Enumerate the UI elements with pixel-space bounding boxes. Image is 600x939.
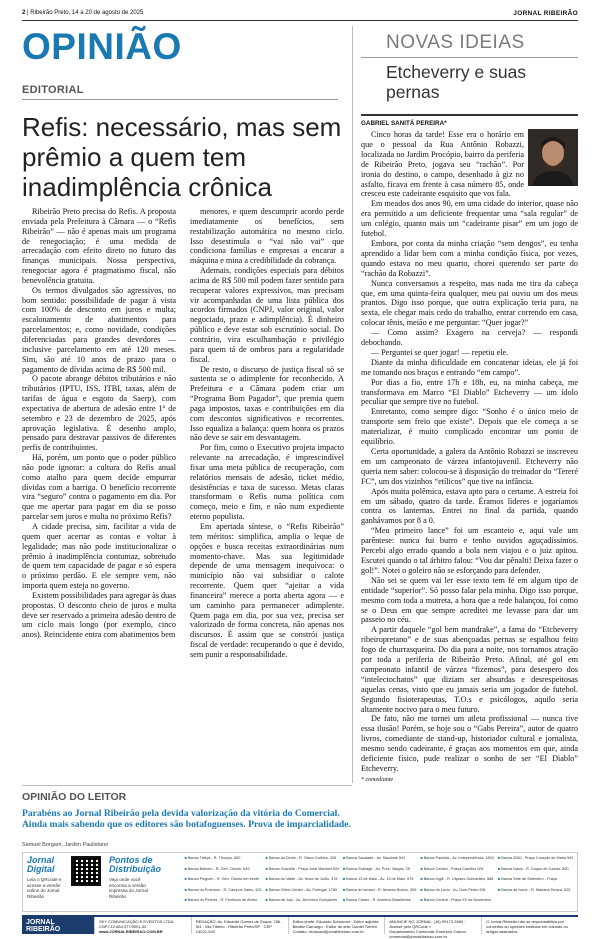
digital-block (23, 853, 105, 911)
footer-disclaimer: O Jornal Ribeirão não se responsabiliza por conceitos ou opiniões emitidos em colunas ou artigos assinados. (481, 917, 578, 934)
banca-item: ■ Banca Centeo - Praça Camões 5/N (420, 867, 494, 877)
banca-item: ■ Banca Castro - R. Américo Brasiliense (343, 898, 416, 908)
paragraph: A cidade precisa, sim, facilitar a vida de quem quer acertar as contas e voltar à legalidade; mas não pode institucionalizar o prêmio à inadimplência contumaz, sobretudo de quem tem capacidade de pagar e só espera o próximo perdão. E ele sempre vem, não importa quem esteja no governo. (22, 522, 176, 591)
digital-title: Jornal Digital (27, 855, 55, 874)
banca-item: ■ Banca Sete de Setembro - Praça (498, 877, 573, 887)
paragraph: Em apertada síntese, o “Refis Ribeirão” tem méritos: simplifica, amplia o leque de opções e busca receitas extraordinárias num momento-chave. Mas sua legitimidade depende de uma mensagem inequívoca: o município não vai subsidiar o calote recorrente. Quem quer “ajeitar a vida financeira” merece a porta aberta agora — e um caminho para permanecer adimplente. Quem paga em dia, por sua vez, precisa ser valorizado de forma concreta, não apenas nos discursos. É assim que se constrói justiça fiscal de verdade: recuperando o que é devido, sem punir a responsabilidade. (190, 522, 344, 659)
leitor-byline: Samuel Borgam, Jardim Paulistano (22, 842, 109, 848)
paragraph: — Perguntei se quer jogar! — repetiu ele. (371, 347, 509, 357)
banca-item: ■ Banca Ofício Center - Av. Portugal, 1780 (265, 888, 338, 898)
section-title: OPINIÃO (22, 26, 182, 67)
paragraph: Nunca conversamos a respeito, mas nada me tira da cabeça que, em uma quinta-feira qualquer, meu pai ouviu um dos meus prantos. Digo isso porque, que outra explicação teria para, na sexta, ele chegar mais cedo do trabalho, entrar correndo em casa, colocar tênis, meião e me perguntar: “Quer jogar?” (361, 278, 578, 328)
footer-ads (384, 917, 481, 939)
editorial-headline: Refis: necessário, mas sem prêmio a quem tem inadimplência crônica (22, 112, 342, 202)
paragraph: Por dias a fio, entre 17h e 18h, eu, na minha cabeça, me transformava em Marco “El Diablo” Etcheverry — um ídolo peculiar que sempre tive no futebol. (361, 377, 578, 407)
footer-editors-list: Editor-chefe: Eduardo Schiavoni · Editor adjunto: Beatriz Camargo · Editor de arte: Daniel Torrieri (292, 919, 380, 929)
banca-item: ■ Banca do Lucio - Av. Dom Pedro 5/N (420, 888, 494, 898)
page-info: 2 | Ribeirão Preto, 14 a 20 de agosto de 2025 (22, 10, 144, 16)
page-date: Ribeirão Preto, 14 a 20 de agosto de 2025 (30, 10, 144, 16)
paragraph: O pacote abrange débitos tributários e não tributários (IPTU, ISS, ITBI, taxas, além de tarifas de água e esgoto da Saerp), com expectativa de abertura de adesão entre 1º de setembro e 23 de dezembro de 2025, após aprovação legislativa. É desenho amplo, pensado para destravar passivos de diferentes perfis de contribuintes. (22, 374, 176, 453)
footer-editors (288, 917, 385, 934)
paragraph: Ademais, condições especiais para débitos acima de R$ 500 mil podem fazer sentido para recuperar valores expressivos, mas precisam vir acompanhadas de uma lista pública dos acordos firmados (CNPJ, valor original, valor negociado, prazo e adimplência). É dinheiro público e deve estar sob escrutínio social. Do contrário, vira esculhambação e privilégio para quem tá de ombros para a regularidade fiscal. (190, 266, 344, 364)
banca-item: ■ Banca Inglê - R. Ulysses Guimarães, 588 (420, 877, 494, 887)
paragraph: menores, e quem descumprir acordo perde imediatamente os benefícios, sem restabilização automática no mesmo ciclo. Isso desestimula o “vai não vai” que condiciona famílias e empresas a encarar a máquina e mina a credibilidade da cobrança. (190, 207, 344, 266)
column-section-title: NOVAS IDEIAS (386, 32, 525, 53)
footer-ads-phone[interactable]: ANUNCIE NO JORNAL: (16) 99173-3980 · Acesse pelo QRCode » (389, 919, 466, 929)
points-title: Pontos de Distribuição (109, 855, 162, 874)
paragraph: Não sei se quem vai ler esse texto tem fé em algum tipo de entidade “superior”. Só posso falar pela minha. Digo isso porque, mesmo com toda a mutreta, a hora que a rede balançou, foi como se o Deus em que sempre acreditei me levasse para dar um passeio no céu. (361, 575, 578, 625)
footer-site-link[interactable]: www.JORNALRIBEIRAO.COM.BR (99, 929, 163, 934)
bancas-list (180, 853, 577, 911)
paragraph: Existem possibilidades para agregar às duas propostas. O desconto cheio de juros e multa deve ser reservado a primeira adesão dentro de um ciclo mais longo (por exemplo, cinco anos). Reincidente entra com abatimentos bem (22, 590, 176, 640)
footer-company-name: SKY COMUNICAÇÃO E EVENTOS LTDA · CNPJ 12.684.377/0001-30 (99, 919, 176, 929)
points-text: Veja onde você encontra a versão impressa do Jornal Ribeirão (109, 877, 148, 899)
banca-item: ■ Banca do Denis - R. Olavo Guilhes, 326 (265, 856, 338, 866)
column-divider (352, 26, 353, 783)
leitor-letter: Parabéns ao Jornal Ribeirão pela devida valorização da vitória do Comercial. Ainda mais sabendo que os editores são botafoguenses. Prova de imparcialidade. (22, 808, 351, 830)
paragraph: Os termos divulgados são agressivos, no bom sentido: possibilidade de pagar à vista com 100% de desconto em juros e multa; escalonamento de abatimentos para parcelamentos; e, como novidade, condições diferenciadas para grandes devedores — inclusive parcelamento em até 120 meses. Sim, são até 10 anos de prazo para o pagamento de dívidas acima de R$ 500 mil. (22, 285, 176, 374)
banca-item: ■ Banca Tilelça - R. Tiburçio, 800 (184, 856, 261, 866)
page-header (22, 6, 578, 20)
banca-item: ■ Banca do Pereira - R. Florêncio de Abreu (184, 898, 261, 908)
banca-item: ■ Banca da Juju - Av. Jerônimo Gonçalves (265, 898, 338, 908)
banca-item: ■ Banca do Ismael - R. Amador Bueno, 395 (343, 888, 416, 898)
banca-item: ■ Banca do Emerson - R. Campos Sales, 425 (184, 888, 261, 898)
banca-item: ■ Banca Pinguim - R. Gen. Osório em frente (184, 877, 261, 887)
footer-company (94, 917, 191, 934)
paragraph: Entretanto, como sempre digo: “Sonho é o único meio de transporte sem freio que existe”. Depois que ele começa a se materializar, é muito complicado encontrar um ponto de equilíbrio. (361, 407, 578, 447)
paragraph: Ribeirão Preto precisa do Refis. A proposta enviada pela Prefeitura à Câmara — o “Refis Ribeirão” — não é apenas mais um programa de renegociação; é uma medida de arrecadação com efeito direto no futuro das finanças municipais. Nossa perspectiva, renegociar agora é pragmatismo fiscal, não benevolência gratuita. (22, 207, 176, 285)
paragraph: De fato, não me tornei um atleta profissional — nunca tive essa ilusão! Porém, se hoje sou o “Gabs Pereira”, autor de quatro livros, comediante de stand-up, historiador cultural e jornalista, mesmo sendo cadeirante, é graças aos momentos em que, ainda deficiente físico, pude realizar o sonho de ser “El Diablo” Etcheverry. (361, 714, 578, 773)
banca-item: ■ Banca Balneio - R. Gen. Osório, 549 (184, 867, 261, 877)
header-rule (22, 20, 578, 21)
paragraph: A partir daquele “gol bem mandrake”, a fama do “Etcheverry ribeiropretano” e de suas abençoadas pernas se espalhou feito fogo de churrasqueira. Do dia para a noite, nos tornamos atração por toda a periferia de Ribeirão Preto. Afinal, até gol em campeonato infantil de várzea “fizemos”, para desespero dos “intelectochatos” que diziam ser absurdas e desrespeitosas aquelas cenas, visto que eu jamais seria um jogador de futebol. Segundo fisioterapeutas, T.O.s e psicólogos, aquilo seria altamente nocivo para o meu futuro. (361, 625, 578, 714)
banca-item: ■ Banca Oracilde - Praça José Marhuel 5/N (265, 867, 338, 877)
banca-item: ■ Banca 13 de Maio - Av. 13 de Maio, 575 (343, 877, 416, 887)
footer-redacao: REDAÇÃO: Av. Eduardo Gomes de Souza, 786 - 5/4 · Vila Tibério - Ribeirão Preto/SP · CEP 14021-540 (191, 917, 288, 934)
footer (22, 915, 578, 939)
footer-contact[interactable]: Contato: redacao@jornalribeirao.com.br (292, 929, 364, 934)
paragraph: — Como assim? Exagero na cerveja? — respondi debochando. (361, 328, 578, 348)
footer-logo: JORNAL RIBEIRÃO (22, 917, 94, 934)
paragraph: Por fim, como o Executivo projeta impacto relevante na arrecadação, é imprescindível fixar uma meta pública de recuperação, com relatórios mensais de adesão, ticket médio, desistências e taxa de sucesso. Metas claras transformam o Refis numa política com começo, meio e fim, e não num expediente eterno populista. (190, 443, 344, 522)
leitor-rule (22, 785, 352, 786)
banca-item: ■ Banca do Valdir - Av. Nove de Julho, 378 (265, 877, 338, 887)
banca-item: ■ Banca Oásis - R. Duque de Caxias, 800 (498, 867, 573, 877)
paragraph: Cinco horas da tarde! Esse era o horário em que o pessoal da Rua Antônio Robazzi, localizada no Jardim Procópio, bairro da periferia de Ribeirão Preto, jogava seu “rachão”. Por ironia do destino, o campo, desenhado à giz no asfalto, ficava em frente à casa número 85, onde cresceu este cadeirante esquisito que vos fala. (361, 130, 524, 199)
page-number: 2 (22, 10, 26, 16)
column-signature: * comediante (361, 776, 394, 783)
column-title: Etcheverry e suas pernas (386, 62, 527, 102)
digital-text: Leia o QRcode e acesse a versão online do Jornal Ribeirão (27, 877, 62, 899)
column-rule (361, 57, 578, 58)
banca-item: ■ Banca Saudade - Av. Saudade 5/N (343, 856, 416, 866)
banca-item: ■ Banca Sobragir - Av. Pres. Vargas, 25 (343, 867, 416, 877)
editorial-column-2 (190, 207, 344, 660)
editorial-body (22, 207, 344, 660)
footer-commercial[interactable]: Departamento Comercial: Emerson Cosmo · comercial@jornalribeirao.com.br (389, 929, 469, 939)
distribution-box (22, 852, 578, 912)
paragraph: Diante da minha dificuldade em concatenar ideias, ele já foi me tomando nos braços e entrando “em campo”. (361, 357, 578, 377)
paragraph: “Meu primeiro lance” foi um escanteio e, aqui vale um parêntese: nunca fui burro e tenho ouvidos aguçadíssimos. Percebi algo errado quando a bola nem viajou e o juiz apitou. Escutei quando o tal árbitro falou: “Vou dar pênalti! Deixa fazer o gol!”. Notei o goleiro não se esforçando para defender. (361, 526, 578, 575)
paragraph: Em meados dos anos 90, em uma cidade do interior, quase não era permitido a um deficiente frequentar uma “sala regular” de um colégio, quanto mais um “cadeirante pisar” em um jogo de futebol. (361, 199, 578, 239)
banca-item: ■ Banca da Ivone - R. Mariana Tereza, 625 (498, 888, 573, 898)
brand: JORNAL RIBEIRÃO (513, 9, 578, 17)
column-author: GABRIEL SANITÁ PEREIRA* (361, 114, 578, 128)
digital-qr-code[interactable] (71, 856, 101, 886)
paragraph: Embora, por conta da minha criação “sem dengos”, eu tenha aprendido a lidar bem com a minha condição física, por vezes, quando estava no meu quarto, chorei querendo ser parte do “rachão da Robazzi”. (361, 238, 578, 278)
editorial-label: EDITORIAL (22, 84, 84, 96)
paragraph: De resto, o discurso de justiça fiscal só se sustenta se o adimplente for reconhecido. A Prefeitura e a Câmara podem criar um “Programa Bom Pagador”, que premia quem paga impostos, taxas e contribuições em dia com descontos significativos e recorrentes. Isso equaliza a balança: quem honra os prazos não deve se sair em desvantagem. (190, 364, 344, 443)
leitor-label: OPINIÃO DO LEITOR (22, 791, 127, 803)
paragraph: Há, porém, um ponto que o poder público não pode ignorar: a cultura do Refis anual como atalho para quem decide empurrar dívidas com a barriga. O benefício recorrente vira “seguro” contra o pagamento em dia. Por que me apertar para pagar em dia se posso parcelar sem juros e multa no próximo Refis? (22, 453, 176, 522)
paragraph: Certa oportunidade, a galera da Antônio Robazzi se inscreveu em um campeonato de várzea infantojuvenil. Etcheverry não queria nem saber: colocou-se à disposição do treinador do “Tereré FC”, um dos vizinhos “etílicos” que tive na infância. (361, 447, 578, 486)
editorial-column-1 (22, 207, 176, 660)
banca-item: ■ Banca 2000 - Praça Coração de Maria 5/N (498, 856, 573, 866)
points-block (105, 853, 180, 911)
editorial-rule (22, 99, 338, 100)
column-body (361, 130, 578, 786)
banca-item: ■ Banca Central - Praça XV de Novembro (420, 898, 494, 908)
banca-item: ■ Banca Paulista - Av. Independência, 1800 (420, 856, 494, 866)
paragraph: Após muita polêmica, estava apto para o certame. A estreia foi em um sábado, quatro da tarde. Éramos líderes e jogaríamos contra os lanternas. Entrei no final da partida, quando ganhávamos por 8 a 0. (361, 486, 578, 526)
